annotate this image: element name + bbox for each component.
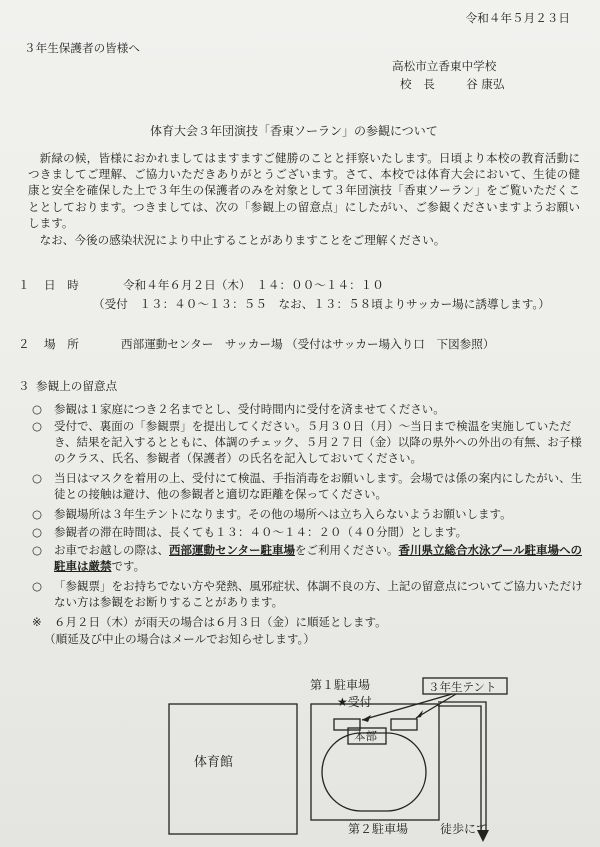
- third-grade-tent-label: ３年生テント: [428, 680, 497, 694]
- reception-info: （受付 １３：４０～１３：５５ なお、１３：５８頃よりサッカー場に誘導します。）: [93, 297, 550, 311]
- headquarters-label: 本部: [354, 729, 377, 743]
- running-track: [322, 733, 426, 811]
- soccer-field-outline: [311, 704, 439, 820]
- venue-map: [0, 660, 600, 847]
- rain-notice: ※ ６月２日（木）が雨天の場合は６月３日（金）に順延とします。: [32, 615, 387, 629]
- document-title: 体育大会３年団演技「香東ソーラン」の参観について: [150, 124, 438, 138]
- parking-lot-name: 西部運動センター駐車場: [169, 543, 296, 557]
- cancel-notice: なお、今後の感染状況により中止することがありますことをご理解ください。: [39, 233, 446, 247]
- notice-item: ○ 参観者の滞在時間は、長くても１３：４０～１４：２０（４０分間）とします。: [32, 525, 468, 539]
- section-3-number: ３: [18, 379, 30, 393]
- pool-parking-warning: 香川県立総合水泳プール駐車場への駐車は: [54, 543, 582, 574]
- event-datetime: 令和４年６月２日（木） １４：００～１４：１０: [123, 278, 384, 292]
- strictly-prohibited: 厳禁: [88, 559, 112, 574]
- gymnasium-label: 体育館: [194, 755, 234, 770]
- tent-right: [391, 719, 417, 730]
- email-notice: （順延及び中止の場合はメールでお知らせします。）: [44, 632, 315, 646]
- arrowhead-left: [362, 715, 371, 722]
- principal-name: 谷 康弘: [466, 77, 505, 91]
- intro-paragraph: 新緑の候，皆様におかれましてはますますご健勝のことと拝察いたします。日頃より本校の教育活動につきましてご理解、ご協力いただきありがとうございます。さて、本校では体育大会において、生徒の健康と安全を確保した上で３年生の保護者のみを対象として３年団演技「香東ソーラン」をご覧いただくこととしております。つきましては、次の「参観上の留意点」にしたがい、ご参観くださいますようお願いします。: [28, 151, 580, 230]
- notice-item: ○ 参観場所は３年生テントになります。その他の場所へは立ち入らないようお願いします。: [32, 507, 512, 521]
- notice-item: ○ 受付で、裏面の「参観票」を提出してください。５月３０日（月）～当日まで検温を実施していただき、結果を記入するとともに、体調のチェック、５月２７日（金）以降の県外への外出の有無、お子様のクラス、氏名、参観者（保護者）の氏名を記入しておいてください。: [32, 419, 582, 466]
- section-2-number: ２: [18, 337, 30, 351]
- section-1-number: １: [18, 278, 30, 292]
- walking-path-outer: [438, 702, 486, 834]
- walking-path-inner: [438, 706, 481, 834]
- section-1-heading: 日 時: [44, 278, 79, 292]
- parking-notice: ○ お車でお越しの際は、西部運動センター駐車場をご利用ください。香川県立総合水泳プール駐車場への駐車は厳禁です。: [32, 543, 582, 574]
- notice-item: ○ 参観は１家庭につき２名までとし、受付時間内に受付を済ませてください。: [32, 402, 445, 416]
- principal-title: 校 長: [400, 77, 435, 91]
- venue: 西部運動センター サッカー場: [121, 337, 283, 351]
- parking-lot-1-label: 第１駐車場: [310, 678, 371, 692]
- section-2-heading: 場 所: [44, 337, 79, 351]
- notice-item: ○ 「参観票」をお持ちでない方や発熱、風邪症状、体調不良の方、上記の留意点についてご協力いただけない方は参観をお断りすることがあります。: [32, 579, 583, 610]
- on-foot-label: 徒歩にて: [440, 822, 489, 836]
- section-3-heading: 参観上の留意点: [36, 379, 118, 393]
- notice-item: ○ 当日はマスクを着用の上、受付にて検温、手指消毒をお願いします。会場では係の案内にしたがい、生徒との接触は避け、他の参観者と適切な距離を保ってください。: [32, 471, 583, 502]
- venue-note: （受付はサッカー場入り口 下図参照）: [286, 337, 495, 351]
- reception-mark: ★受付: [337, 695, 372, 709]
- issue-date: 令和４年５月２３日: [465, 11, 570, 25]
- addressee: ３年生保護者の皆様へ: [24, 41, 140, 55]
- school-name: 高松市立香東中学校: [392, 59, 497, 73]
- parking-lot-2-label: 第２駐車場: [348, 822, 409, 836]
